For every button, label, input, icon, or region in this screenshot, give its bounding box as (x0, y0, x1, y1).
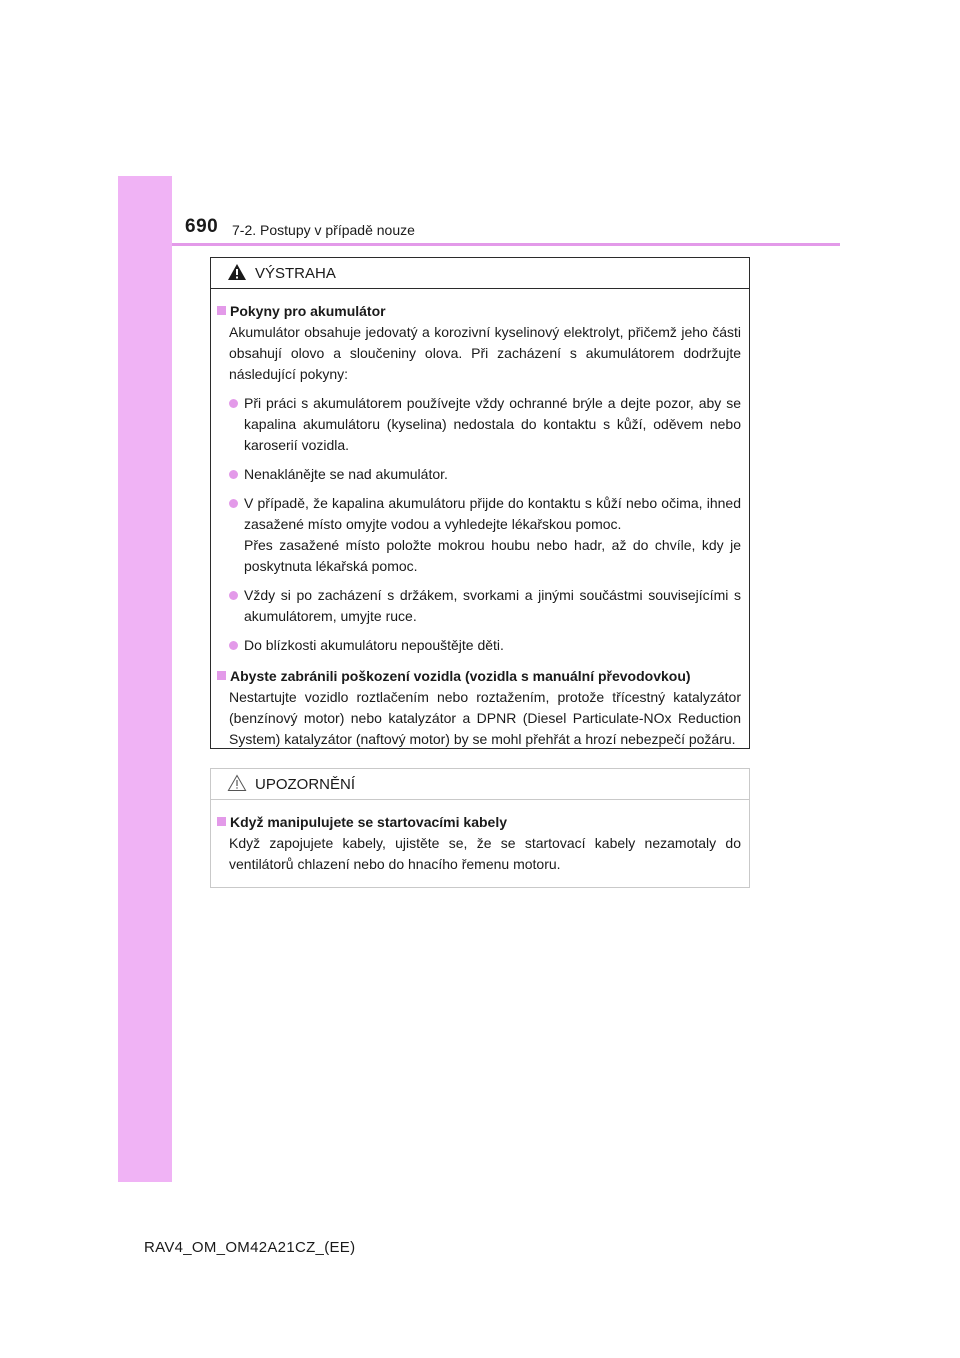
warning-title: VÝSTRAHA (255, 264, 336, 282)
notice-box-header (211, 769, 749, 800)
notice-heading: Když manipulujete se startovacími kabely (217, 812, 741, 833)
notice-box (210, 768, 750, 888)
round-bullet-icon (229, 641, 238, 650)
notice-body (211, 800, 749, 875)
round-bullet-icon (229, 399, 238, 408)
warning-box (210, 257, 750, 749)
notice-text: Když zapojujete kabely, ujistěte se, že se startovací kabely nezamotaly do ventilátorů chlazení nebo do hnacího řemenu motoru. (229, 835, 741, 872)
warning-triangle-outline-icon (227, 774, 249, 794)
document-code: RAV4_OM_OM42A21CZ_(EE) (144, 1239, 356, 1256)
warning-box-header (211, 258, 749, 289)
list-item: Nenaklánějte se nad akumulátor. (229, 464, 741, 485)
round-bullet-icon (229, 499, 238, 508)
list-item: V případě, že kapalina akumulátoru přijde do kontaktu s kůží nebo očima, ihned zasažené místo omyjte vodou a vyhledejte lékařskou pomoc. Přes zasažené místo položte mokrou houbu nebo hadr, až do chvíle, kdy je poskytnuta lékařská pomoc. (229, 493, 741, 577)
side-color-band (118, 176, 172, 1182)
page-number: 690 (185, 216, 219, 237)
warning-body (211, 289, 749, 750)
warning-vehicle-damage-text: Nestartujte vozidlo roztlačením nebo roztažením, protože třícestný katalyzátor (benzínový motor) nebo katalyzátor a DPNR (Diesel Particulate-NOx Reduction System) katalyzátor (naftový motor) by se mohl přehřát a hrozí nebezpečí požáru. (229, 689, 741, 747)
section-title: 7-2. Postupy v případě nouze (232, 222, 415, 238)
square-bullet-icon (217, 817, 226, 826)
warning-triangle-filled-icon (227, 263, 249, 283)
warning-battery-text: Akumulátor obsahuje jedovatý a korozivní kyselinový elektrolyt, přičemž jeho části obsahují olovo a sloučeniny olova. Při zacházení s akumulátorem dodržujte následující pokyny: (229, 324, 741, 382)
square-bullet-icon (217, 671, 226, 680)
warning-heading-vehicle-damage: Abyste zabránili poškození vozidla (vozidla s manuální převodovkou) (217, 666, 741, 687)
list-item: Vždy si po zacházení s držákem, svorkami a jinými součástmi souvisejícími s akumulátorem, umyjte ruce. (229, 585, 741, 627)
round-bullet-icon (229, 591, 238, 600)
list-item: Do blízkosti akumulátoru nepouštějte děti. (229, 635, 741, 656)
list-item: Při práci s akumulátorem používejte vždy ochranné brýle a dejte pozor, aby se kapalina akumulátoru (kyselina) nedostala do kontaktu s kůží, oděvem nebo karoserií vozidla. (229, 393, 741, 456)
header-rule (172, 243, 840, 246)
notice-title: UPOZORNĚNÍ (255, 775, 356, 793)
square-bullet-icon (217, 306, 226, 315)
warning-heading-battery: Pokyny pro akumulátor (217, 301, 741, 322)
round-bullet-icon (229, 470, 238, 479)
